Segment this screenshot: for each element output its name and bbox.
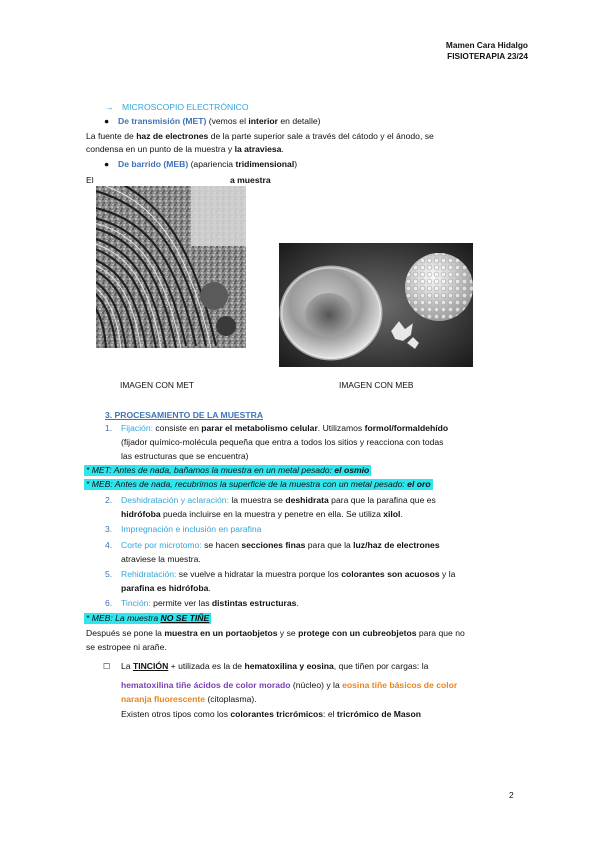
step-deshidratacion: 2. Deshidratación y aclaración: la muestra se deshidrata para que la parafina que es — [105, 495, 436, 505]
author-name: Mamen Cara Hidalgo — [445, 40, 528, 50]
deshidratacion-cont: hidrófoba pueda incluirse en la muestra y penetre en ella. Se utiliza xilol. — [121, 509, 403, 519]
course-label: FISIOTERAPIA 23/24 — [447, 51, 528, 62]
stain-line-1: ☐ La TINCIÓN + utilizada es la de hematoxilina y eosina, que tiñen por cargas: la — [103, 661, 429, 671]
step-tincion: 6. Tinción: permite ver las distintas estructuras. — [105, 598, 299, 608]
page-header — [446, 40, 528, 62]
stain-line-3: naranja fluorescente (citoplasma). — [121, 694, 257, 704]
stain-line-2: hematoxilina tiñe ácidos de color morado (núcleo) y la eosina tiñe básicos de color — [121, 680, 458, 690]
step-rehidratacion: 5. Rehidratación: se vuelve a hidratar la muestra porque los colorantes son acuosos y la — [105, 569, 456, 579]
note-meb-highlight: * MEB: Antes de nada, recubrimos la superficie de la muestra con un metal pesado: el oro — [86, 479, 431, 489]
note-met-highlight: * MET: Antes de nada, bañamos la muestra en un metal pesado: el osmio — [86, 465, 370, 475]
after-line-2: se estropee ni arañe. — [86, 642, 167, 652]
meb-desc-right: a muestra — [230, 175, 271, 185]
page-number: 2 — [509, 790, 514, 800]
met-image-caption: IMAGEN CON MET — [120, 380, 194, 390]
after-line-1: Después se pone la muestra en un portaobjetos y se protege con un cubreobjetos para que no — [86, 628, 465, 638]
checkbox-icon: ☐ — [103, 662, 111, 671]
met-micrograph-image — [96, 186, 246, 348]
stain-line-4: Existen otros tipos como los colorantes tricrómicos: el tricrómico de Mason — [121, 709, 421, 719]
meb-bullet-line: ● De barrido (MEB) (apariencia tridimensional) — [104, 159, 298, 169]
step-corte: 4. Corte por microtomo: se hacen secciones finas para que la luz/haz de electrones — [105, 540, 440, 550]
meb-blood-cells-image — [279, 243, 473, 367]
processing-heading: 3. PROCESAMIENTO DE LA MUESTRA — [105, 410, 264, 420]
microscope-heading — [105, 102, 249, 113]
arrow-icon: → — [105, 102, 114, 112]
step-impregnacion: 3. Impregnación e inclusión en parafina — [105, 524, 262, 534]
fijacion-cont-2: las estructuras que se encuentra) — [121, 451, 249, 461]
met-desc-line-2: condensa en un punto de la muestra y la atraviesa. — [86, 144, 284, 154]
met-desc-line-1: La fuente de haz de electrones de la parte superior sale a través del cátodo y el ánodo, se — [86, 131, 434, 141]
meb-desc-left: El — [86, 175, 94, 185]
meb-image-caption: IMAGEN CON MEB — [339, 380, 414, 390]
corte-cont: atraviese la muestra. — [121, 554, 201, 564]
microscope-title: MICROSCOPIO ELECTRÓNICO — [121, 102, 249, 112]
met-bullet-line: ● De transmisión (MET) (vemos el interior en detalle) — [104, 116, 321, 126]
step-fijacion: 1. Fijación: consiste en parar el metabolismo celular. Utilizamos formol/formaldehído — [105, 423, 449, 433]
rehidratacion-cont: parafina es hidrófoba. — [121, 583, 211, 593]
note-meb-no-stain-highlight: * MEB: La muestra NO SE TIÑE — [86, 613, 210, 623]
bullet-icon: ● — [104, 159, 110, 169]
fijacion-cont-1: (fijador químico-molécula pequeña que entra a todos los sitios y reacciona con todas — [121, 437, 444, 447]
bullet-icon: ● — [104, 116, 110, 126]
